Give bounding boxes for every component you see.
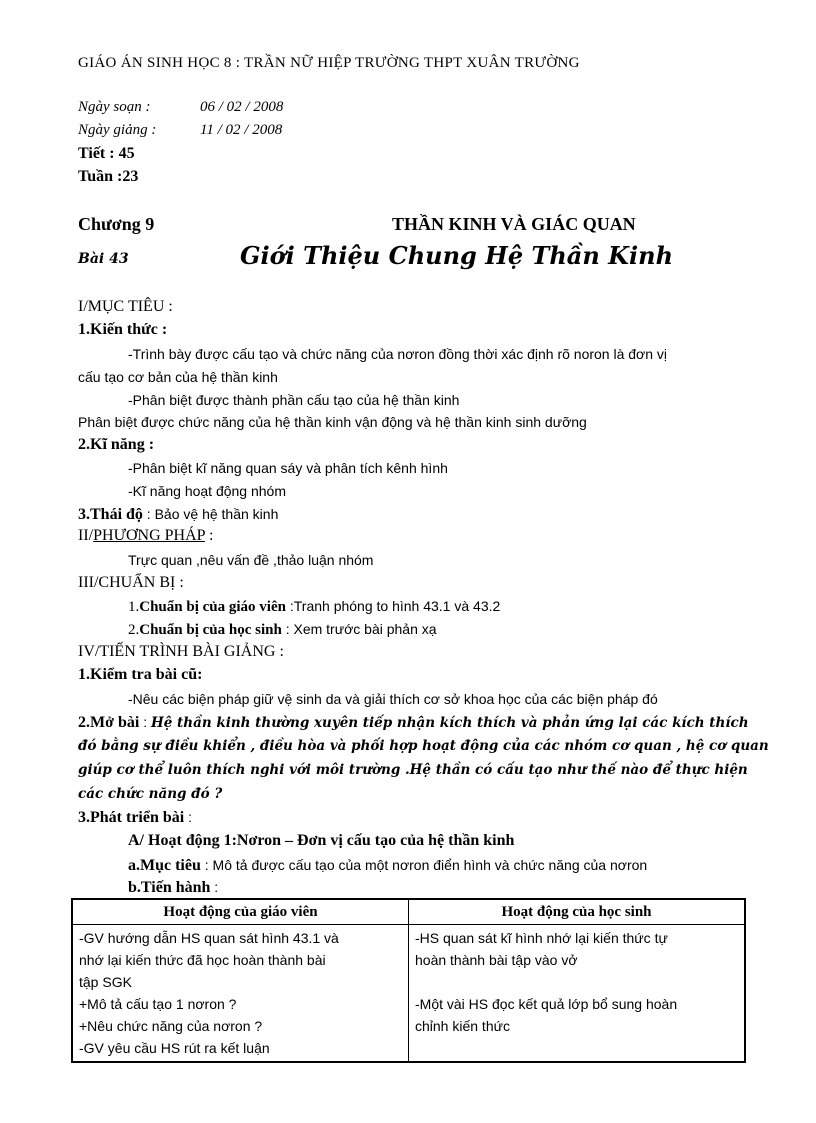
prep-teacher-label: Chuẩn bị của giáo viên [139, 599, 286, 615]
attitude-heading: 3.Thái độ [78, 506, 143, 523]
table-header-row [72, 899, 745, 925]
opening-text-1: Hệ thần kinh thường xuyên tiếp nhận kích thích và phản ứng lại các kích thích [150, 715, 749, 731]
tiet: Tiết : 45 [78, 145, 135, 162]
opening-heading: 2.Mở bài [78, 714, 140, 731]
student-column-header: Hoạt động của học sinh [409, 899, 746, 925]
check-text: -Nêu các biện pháp giữ vệ sinh da và giải thích cơ sở khoa học của các biện pháp đó [128, 691, 658, 707]
teacher-line: +Nêu chức năng của nơron ? [79, 1018, 263, 1034]
chapter-title: THẦN KINH VÀ GIÁC QUAN [392, 214, 636, 234]
teacher-line: +Mô tả cấu tạo 1 nơron ? [79, 996, 237, 1012]
lesson-title: Giới Thiệu Chung Hệ Thần Kinh [240, 241, 674, 270]
method-heading: PHƯƠNG PHÁP [93, 527, 205, 544]
prep-student-label: Chuẩn bị của học sinh [139, 622, 282, 638]
activity-table [71, 898, 746, 1063]
prep-student-num: 2. [128, 622, 140, 638]
prep-student-line [128, 620, 437, 639]
teacher-line: tập SGK [79, 974, 132, 990]
development-line [78, 808, 192, 827]
process-heading: IV/TIẾN TRÌNH BÀI GIẢNG : [78, 643, 284, 660]
development-colon: : [184, 809, 192, 825]
prep-heading: III/CHUẨN BỊ : [78, 574, 184, 591]
steps-label: b.Tiến hành [128, 879, 211, 896]
knowledge-heading: 1.Kiến thức : [78, 321, 168, 338]
giang-value: 11 / 02 / 2008 [200, 122, 283, 138]
opening-text-2: đó bằng sự điều khiển , điều hòa và phối hợp hoạt động của các nhóm cơ quan , hệ cơ quan [78, 738, 769, 754]
aim-label: a.Mục tiêu [128, 857, 201, 874]
prep-teacher-text: :Tranh phóng to hình 43.1 và 43.2 [285, 598, 501, 614]
student-line: chỉnh kiến thức [415, 1018, 510, 1034]
teacher-line: -GV hướng dẫn HS quan sát hình 43.1 và [79, 930, 339, 946]
method-heading-suffix: : [204, 527, 214, 544]
opening-text-3: giúp cơ thể luôn thích nghi với môi trường .Hệ thần có cấu tạo như thế nào để thực hiện [78, 762, 748, 778]
chapter-label: Chương 9 [78, 214, 155, 234]
opening-colon: : [139, 714, 151, 730]
cell-spacer [415, 971, 738, 993]
objectives-heading: I/MỤC TIÊU : [78, 298, 173, 315]
activity-title: A/ Hoạt động 1:Nơron – Đơn vị cấu tạo của hệ thần kinh [128, 832, 515, 849]
attitude-text: : Bảo vệ hệ thần kinh [142, 506, 279, 522]
skills-heading: 2.Kĩ năng : [78, 436, 155, 453]
teacher-line: -GV yêu cầu HS rút ra kết luận [79, 1040, 270, 1056]
skill-item-2: -Kĩ năng hoạt động nhóm [128, 483, 287, 499]
opening-text-4: các chức năng đó ? [78, 786, 223, 802]
method-heading-line [78, 527, 213, 545]
teacher-column-header: Hoạt động của giáo viên [72, 899, 409, 925]
aim-line [128, 856, 647, 875]
knowledge-item-3: Phân biệt được chức năng của hệ thần kinh vận động và hệ thần kinh sinh dưỡng [78, 414, 587, 430]
soan-value: 06 / 02 / 2008 [200, 99, 284, 115]
teacher-activity-cell [72, 925, 409, 1063]
knowledge-item-1a: -Trình bày được cấu tạo và chức năng của nơron đồng thời xác định rõ noron là đơn vị [128, 346, 668, 362]
student-line: -Một vài HS đọc kết quả lớp bổ sung hoàn [415, 996, 678, 1012]
prep-student-text: : Xem trước bài phản xạ [281, 621, 437, 637]
giang-label: Ngày giảng : [78, 122, 157, 138]
attitude-line [78, 505, 278, 524]
table-row [72, 925, 745, 1063]
opening-line-1 [78, 713, 749, 732]
steps-colon: : [210, 879, 219, 895]
knowledge-item-2: -Phân biệt được thành phần cấu tạo của hệ thần kinh [128, 392, 460, 408]
check-heading: 1.Kiểm tra bài cũ: [78, 666, 203, 683]
student-line: hoàn thành bài tập vào vở [415, 952, 578, 968]
prep-teacher-num: 1. [128, 599, 140, 615]
knowledge-item-1b: cấu tạo cơ bản của hệ thần kinh [78, 369, 278, 385]
prep-teacher-line [128, 597, 500, 616]
method-text: Trực quan ,nêu vấn đề ,thảo luận nhóm [128, 552, 374, 568]
teacher-line: nhớ lại kiến thức đã học hoàn thành bài [79, 952, 326, 968]
development-heading: 3.Phát triển bài [78, 809, 185, 826]
soan-label: Ngày soạn : [78, 99, 151, 115]
student-line: -HS quan sát kĩ hình nhớ lại kiến thức tự [415, 930, 668, 946]
method-heading-prefix: II/ [78, 527, 94, 544]
skill-item-1: -Phân biệt kĩ năng quan sáy và phân tích kênh hình [128, 460, 448, 476]
steps-line [128, 878, 218, 897]
student-activity-cell [409, 925, 746, 1063]
page-header: GIÁO ÁN SINH HỌC 8 : TRẦN NỮ HIỆP TRƯỜNG THPT XUÂN TRƯỜNG [78, 55, 580, 71]
aim-text: : Mô tả được cấu tạo của một nơron điển hình và chức năng của nơron [200, 857, 648, 873]
tuan: Tuần :23 [78, 168, 139, 185]
lesson-label: Bài 43 [78, 251, 129, 267]
